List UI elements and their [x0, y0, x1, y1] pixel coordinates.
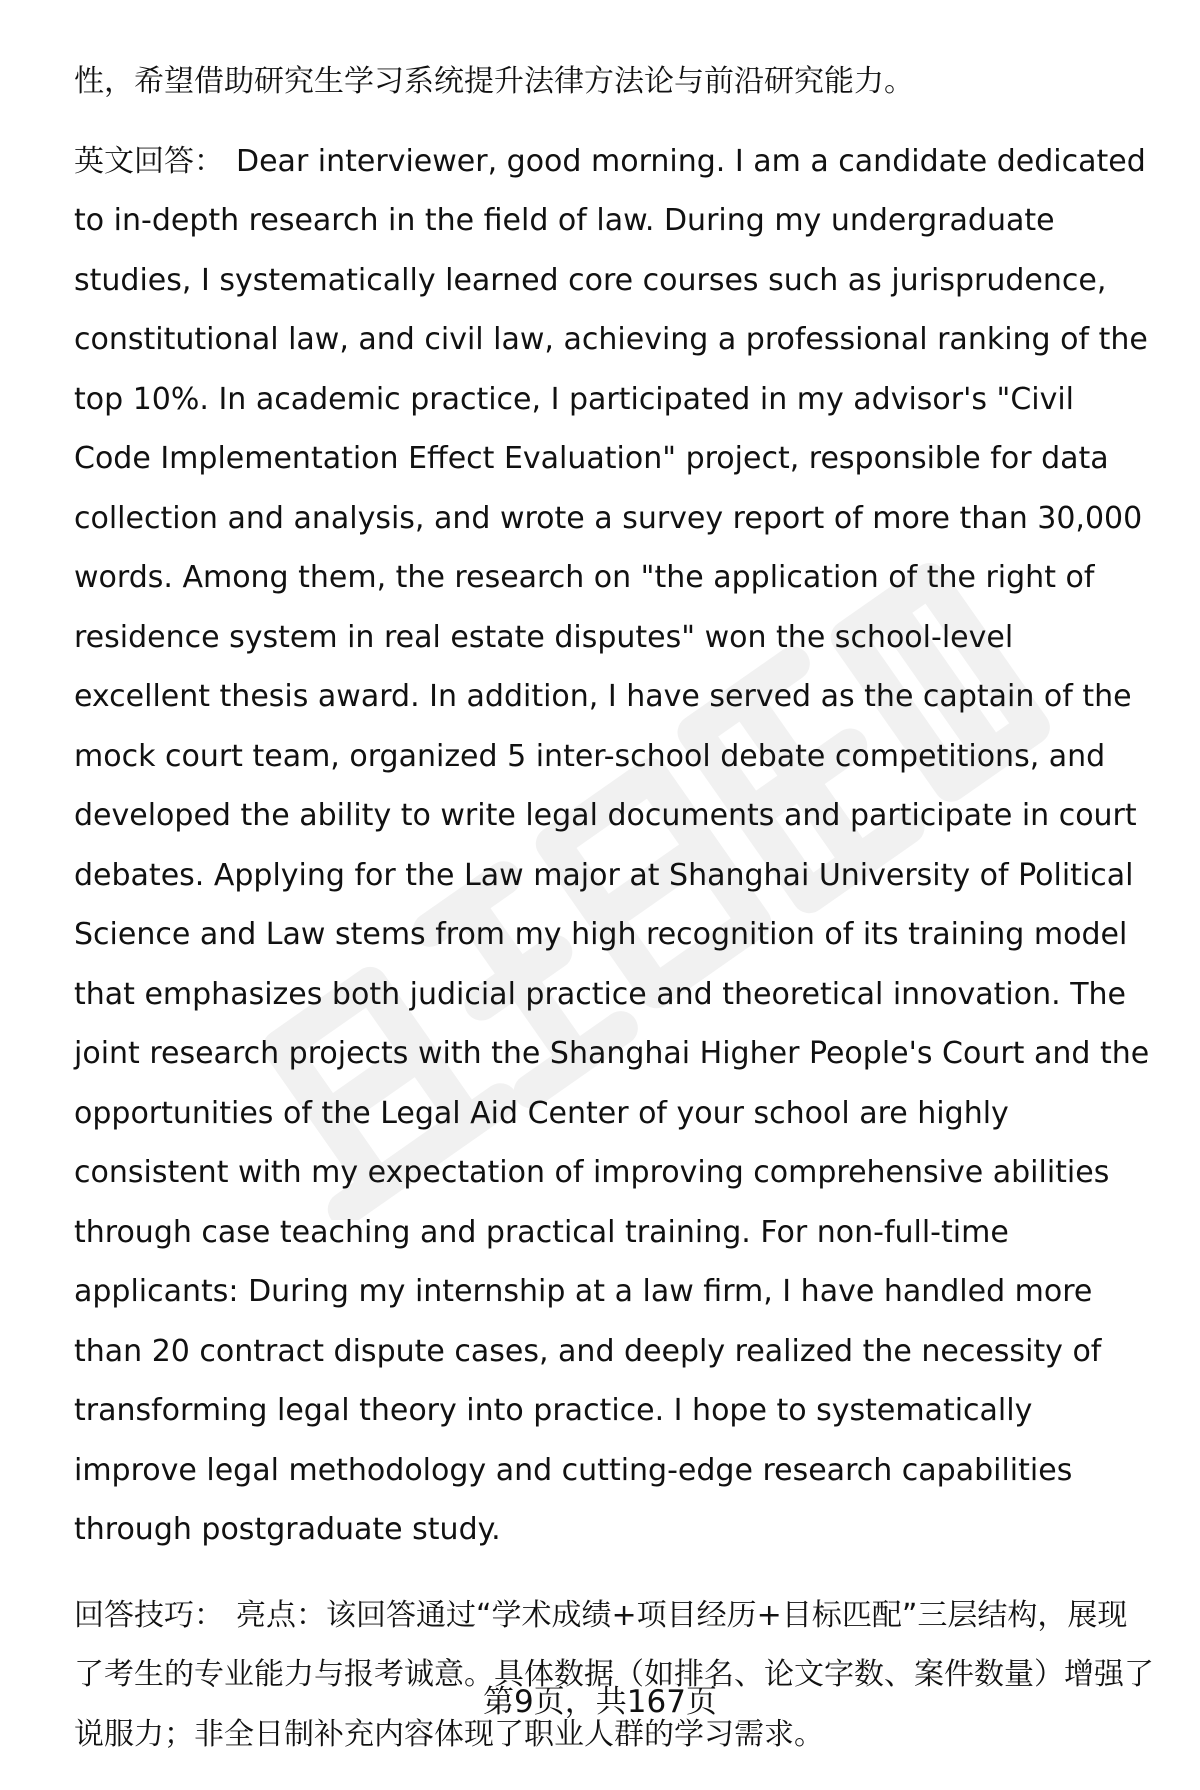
english-answer-paragraph [74, 132, 1154, 1560]
answer-tips-text: 亮点：该回答通过“学术成绩+项目经历+目标匹配”三层结构，展现了考生的专业能力与报考诚意。具体数据（如排名、论文字数、案件数量）增强了说服力；非全日制补充内容体现了职业人群的学习需求。 [74, 1597, 1154, 1752]
english-answer-label: 英文回答： [74, 143, 224, 179]
page-number: 第9页，共167页 [483, 1684, 717, 1720]
document-body [74, 52, 1154, 1790]
answer-tips-paragraph [74, 1586, 1154, 1765]
answer-tips-label: 回答技巧： [74, 1597, 224, 1633]
paragraph-continuation: 性，希望借助研究生学习系统提升法律方法论与前沿研究能力。 [74, 64, 914, 99]
english-answer-text: Dear interviewer, good morning. I am a candidate dedicated to in-depth research in the field of law. During my undergraduate studies, I systematically learned core courses such as jurisprudence, constitutional law, and civil law, achieving a professional ranking of the top 10%. In academic practice, I participated in my advisor's "Civil Code Implementation Effect Evaluation" project, responsible for data collection and analysis, and wrote a survey report of more than 30,000 words. Among them, the research on "the application of the right of residence system in real estate disputes" won the school-level excellent thesis award. In addition, I have served as the captain of the mock court team, organized 5 inter-school debate competitions, and developed the ability to write legal documents and participate in court debates. Applying for the Law major at Shanghai University of Political Science and Law stems from my high recognition of its training model that emphasizes both judicial practice and theoretical innovation. The joint research projects with the Shanghai Higher People's Court and the opportunities of the Legal Aid Center of your school are highly consistent with my expectation of improving comprehensive abilities through case teaching and practical training. For non-full-time applicants: During my internship at a law firm, I have handled more than 20 contract dispute cases, and deeply realized the necessity of transforming legal theory into practice. I hope to systematically improve legal methodology and cutting-edge research capabilities through postgraduate study. [74, 143, 1150, 1547]
